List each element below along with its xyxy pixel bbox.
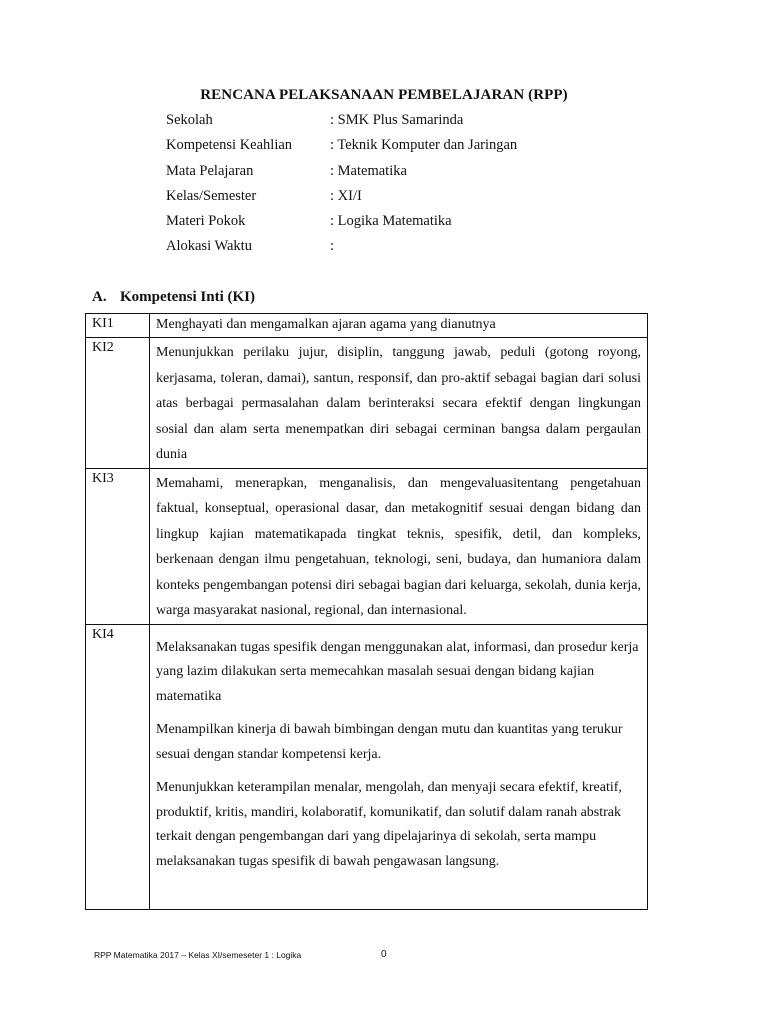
info-label: Alokasi Waktu — [166, 238, 252, 255]
info-row-sekolah — [166, 112, 517, 137]
info-label: Kompetensi Keahlian — [166, 137, 293, 154]
footer-text: RPP Matematika 2017 – Kelas XI/semeseter 1 : Logika — [94, 950, 302, 960]
ki-code: KI1 — [86, 314, 150, 338]
table-row — [86, 624, 648, 909]
info-label: Mata Pelajaran — [166, 162, 254, 179]
info-row-mata-pelajaran — [166, 163, 517, 188]
table-row — [86, 314, 648, 338]
info-label: Kelas/Semester — [166, 187, 257, 204]
info-block — [166, 112, 517, 264]
info-value: : XI/I — [330, 187, 362, 204]
ki-table — [85, 313, 648, 910]
section-heading — [92, 289, 255, 306]
ki-code: KI4 — [86, 624, 150, 909]
info-row-kompetensi-keahlian — [166, 137, 517, 162]
ki-paragraph: Menunjukkan keterampilan menalar, mengolah, dan menyaji secara efektif, kreatif, produktif, kritis, mandiri, kolaboratif, komunikatif, dan solutif dalam ranah abstrak terkait dengan pengembangan dari yang dipelajarinya di sekolah, serta mampu melaksanakan tugas spesifik di bawah pengawasan langsung. — [156, 780, 622, 869]
ki-desc-cell — [150, 624, 648, 909]
ki-text: Menghayati dan mengamalkan ajaran agama yang dianutnya — [156, 317, 496, 332]
section-letter: A. — [92, 289, 107, 305]
page-number: 0 — [381, 949, 387, 960]
ki-paragraph: Melaksanakan tugas spesifik dengan menggunakan alat, informasi, dan prosedur kerja yang lazim dilakukan serta memecahkan masalah sesuai dengan bidang kajian matematika — [156, 639, 639, 704]
section-heading-text: Kompetensi Inti (KI) — [120, 289, 255, 305]
ki-desc-cell — [150, 338, 648, 469]
ki-desc-cell — [150, 468, 648, 624]
info-label: Sekolah — [166, 112, 213, 128]
info-value: : Logika Matematika — [330, 213, 452, 230]
ki-code: KI3 — [86, 468, 150, 624]
info-label: Materi Pokok — [166, 213, 246, 230]
table-row — [86, 338, 648, 469]
document-title: RENCANA PELAKSANAAN PEMBELAJARAN (RPP) — [200, 87, 568, 103]
ki-code: KI2 — [86, 338, 150, 469]
ki-desc-cell — [150, 314, 648, 338]
info-value: : SMK Plus Samarinda — [330, 112, 464, 128]
info-value: : Teknik Komputer dan Jaringan — [330, 137, 518, 154]
ki4-content — [156, 627, 641, 875]
info-value: : Matematika — [330, 162, 407, 179]
info-row-materi-pokok — [166, 213, 517, 238]
ki-text: Memahami, menerapkan, menganalisis, dan mengevaluasitentang pengetahuan faktual, konseptual, operasional dasar, dan metakognitif sesuai dengan bidang dan lingkup kajian matematikapada tingkat teknis, spesifik, detil, dan kompleks, berkenaan dengan ilmu pengetahuan, teknologi, seni, budaya, dan humaniora dalam konteks pengembangan potensi diri sebagai bagian dari keluarga, sekolah, dunia kerja, warga masyarakat nasional, regional, dan internasional. — [156, 475, 641, 618]
info-value: : — [330, 238, 335, 255]
ki-text: Menunjukkan perilaku jujur, disiplin, tanggung jawab, peduli (gotong royong, kerjasama, toleran, damai), santun, responsif, dan pro-aktif sebagai bagian dari solusi atas berbagai permasalahan dalam berinteraksi secara efektif dengan lingkungan sosial dan alam serta menempatkan diri sebagai cerminan bangsa dalam pergaulan dunia — [156, 345, 641, 462]
info-row-kelas-semester — [166, 188, 517, 213]
table-row — [86, 468, 648, 624]
info-row-alokasi-waktu — [166, 238, 517, 263]
ki-paragraph: Menampilkan kinerja di bawah bimbingan dengan mutu dan kuantitas yang terukur sesuai dengan standar kompetensi kerja. — [156, 722, 623, 762]
